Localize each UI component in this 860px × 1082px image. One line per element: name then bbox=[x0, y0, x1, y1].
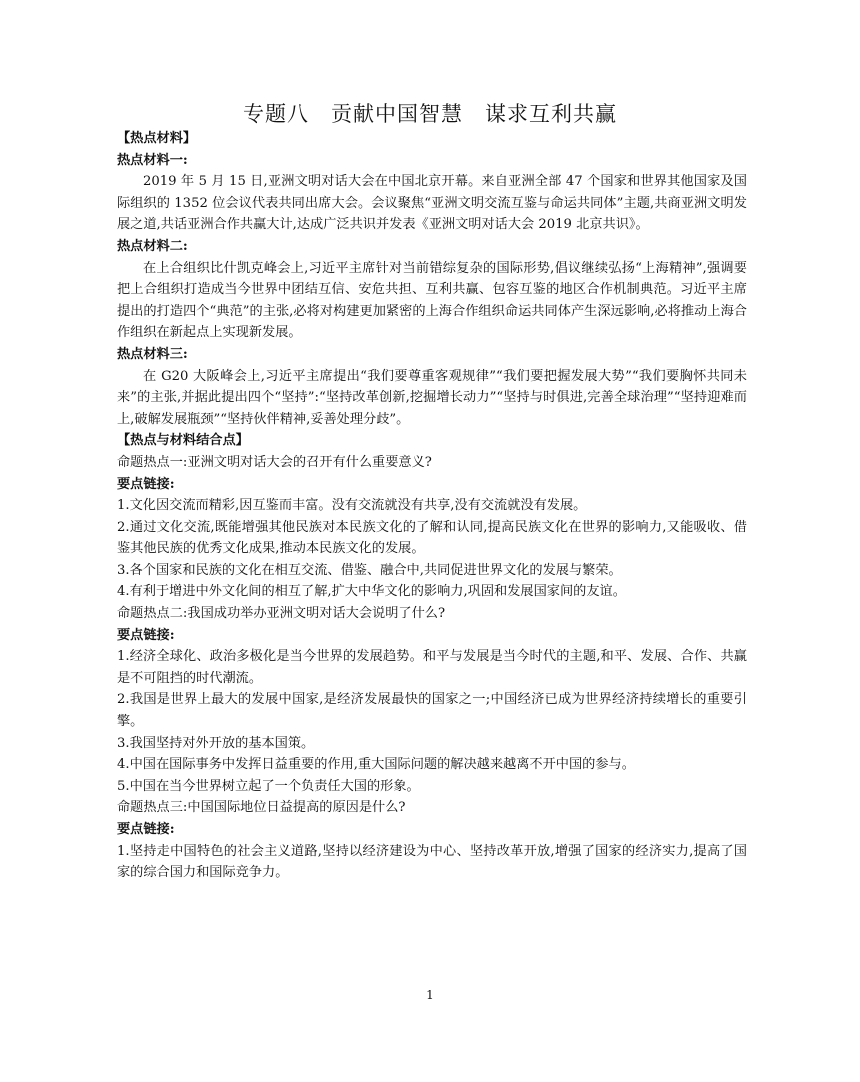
q2-point: 2.我国是世界上最大的发展中国家,是经济发展最快的国家之一;中国经济已成为世界经济持续增长的重要引擎。 bbox=[117, 692, 747, 730]
page-title: 专题八 贡献中国智慧 谋求互利共赢 bbox=[243, 102, 617, 126]
key-points-label: 要点链接: bbox=[117, 476, 175, 492]
question-3: 命题热点三:中国国际地位日益提高的原因是什么? bbox=[117, 800, 406, 816]
material-2-text: 在上合组织比什凯克峰会上,习近平主席针对当前错综复杂的国际形势,倡议继续弘扬“上海精神”,强调要把上合组织打造成当今世界中团结互信、安危共担、互利共赢、包容互鉴的地区合作机制典范。习近平主席提出的打造四个“典范”的主张,必将对构建更加紧密的上海合作组织命运共同体产生深远影响,必将推动上海合作组织在新起点上实现新发展。 bbox=[117, 260, 747, 341]
question-1: 命题热点一:亚洲文明对话大会的召开有什么重要意义? bbox=[117, 454, 432, 470]
q3-point: 1.坚持走中国特色的社会主义道路,坚持以经济建设为中心、坚持改革开放,增强了国家的经济实力,提高了国家的综合国力和国际竞争力。 bbox=[117, 843, 747, 881]
question-2: 命题热点二:我国成功举办亚洲文明对话大会说明了什么? bbox=[117, 606, 446, 622]
q2-point: 1.经济全球化、政治多极化是当今世界的发展趋势。和平与发展是当今时代的主题,和平、发展、合作、共赢是不可阻挡的时代潮流。 bbox=[117, 649, 747, 686]
hot-materials-heading: 【热点材料】 bbox=[117, 131, 197, 146]
q1-point: 3.各个国家和民族的文化在相互交流、借鉴、融合中,共同促进世界文化的发展与繁荣。 bbox=[117, 562, 622, 578]
q2-point: 5.中国在当今世界树立起了一个负责任大国的形象。 bbox=[117, 778, 420, 794]
material-2-label: 热点材料二: bbox=[117, 238, 188, 254]
q1-point: 1.文化因交流而精彩,因互鉴而丰富。没有交流就没有共享,没有交流就没有发展。 bbox=[117, 498, 587, 514]
material-3-label: 热点材料三: bbox=[117, 346, 188, 362]
combo-heading: 【热点与材料结合点】 bbox=[117, 433, 249, 449]
q1-point: 2.通过文化交流,既能增强其他民族对本民族文化的了解和认同,提高民族文化在世界的影响力,又能吸收、借鉴其他民族的优秀文化成果,推动本民族文化的发展。 bbox=[117, 519, 747, 557]
q2-point: 4.中国在国际事务中发挥日益重要的作用,重大国际问题的解决越来越离不开中国的参与。 bbox=[117, 757, 635, 773]
page-number: 1 bbox=[426, 988, 434, 1002]
q1-point: 4.有利于增进中外文化间的相互了解,扩大中华文化的影响力,巩固和发展国家间的友谊。 bbox=[117, 584, 626, 600]
material-3-text: 在 G20 大阪峰会上,习近平主席提出“我们要尊重客观规律”“我们要把握发展大势”“我们要胸怀共同未来”的主张,并据此提出四个“坚持”:“坚持改革创新,挖掘增长动力”“坚持与时俱进,完善全球治理”“坚持迎难而上,破解发展瓶颈”“坚持伙伴精神,妥善处理分歧”。 bbox=[117, 368, 747, 427]
material-1-label: 热点材料一: bbox=[117, 152, 188, 168]
q2-point: 3.我国坚持对外开放的基本国策。 bbox=[117, 735, 315, 751]
document-body bbox=[117, 128, 747, 884]
key-points-label: 要点链接: bbox=[117, 627, 175, 643]
key-points-label: 要点链接: bbox=[117, 822, 175, 837]
material-1-text: 2019 年 5 月 15 日,亚洲文明对话大会在中国北京开幕。来自亚洲全部 47 个国家和世界其他国家及国际组织的 1352 位会议代表共同出席大会。会议聚焦“亚洲文明交流互鉴与命运共同体”主题,共商亚洲文明发展之道,共话亚洲合作共赢大计,达成广泛共识并发表《亚洲文明对话大会 2019 北京共识》。 bbox=[117, 174, 747, 233]
